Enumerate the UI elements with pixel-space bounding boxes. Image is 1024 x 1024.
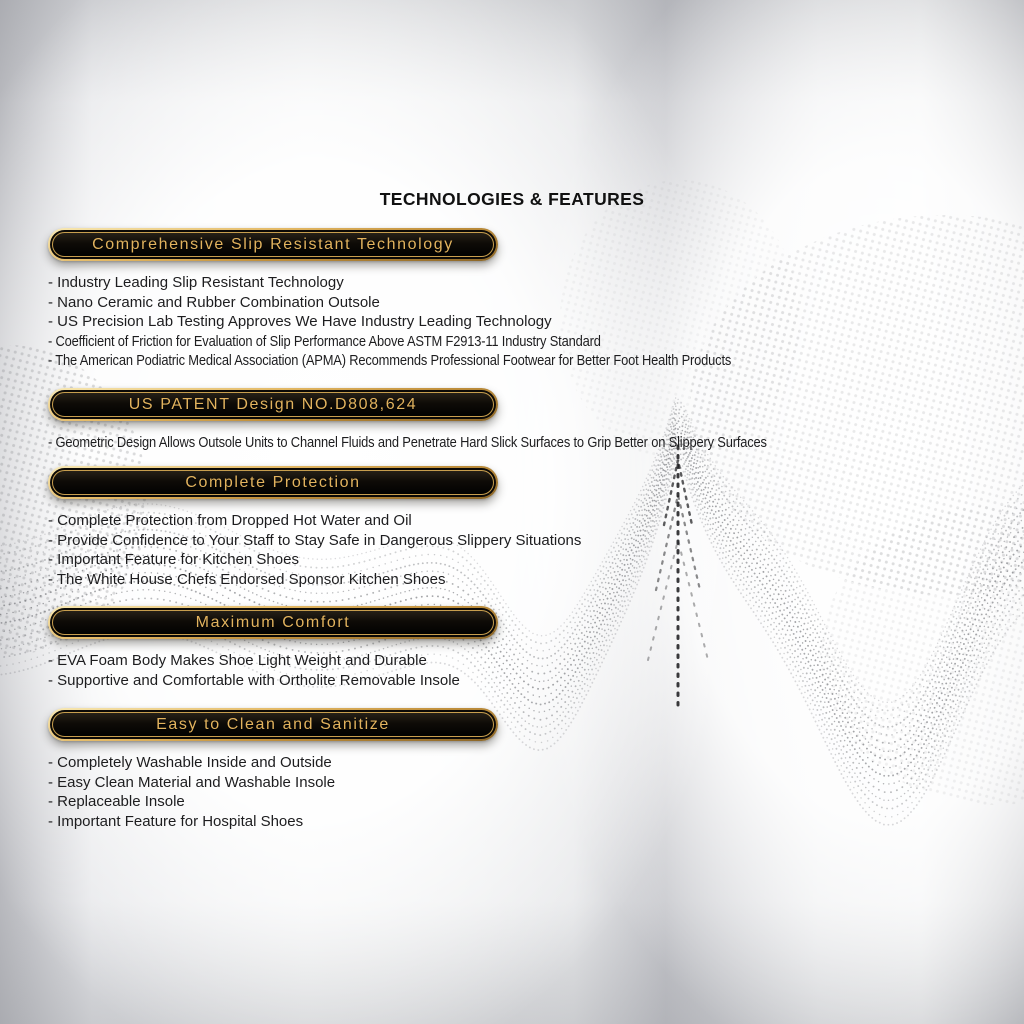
bullet-list (48, 651, 988, 690)
pill-ring (50, 608, 496, 637)
bullet-list (48, 433, 988, 453)
section-header-pill (48, 228, 498, 261)
pill-ring (50, 468, 496, 497)
section-header-label: Comprehensive Slip Resistant Technology (52, 232, 494, 257)
bullet-item: - Geometric Design Allows Outsole Units to Channel Fluids and Penetrate Hard Slick Surfaces to Grip Better on Slippery Surfaces (48, 434, 767, 451)
section-header-pill (48, 606, 498, 639)
page-title: TECHNOLOGIES & FEATURES (379, 189, 645, 209)
section-slip-resistant (48, 228, 988, 371)
section-header-pill (48, 388, 498, 421)
pill-ring (50, 230, 496, 259)
bullet-item: - The White House Chefs Endorsed Sponsor Kitchen Shoes (48, 570, 446, 588)
bullet-item: - US Precision Lab Testing Approves We Have Industry Leading Technology (48, 313, 552, 330)
section-complete-protection (48, 466, 988, 589)
section-us-patent (48, 388, 988, 453)
bullet-item: - Provide Confidence to Your Staff to Stay Safe in Dangerous Slippery Situations (48, 531, 582, 549)
pill-ring (50, 710, 496, 739)
bullet-item: - Completely Washable Inside and Outside (48, 754, 332, 771)
bullet-item: - EVA Foam Body Makes Shoe Light Weight and Durable (48, 652, 427, 669)
bullet-item: - Industry Leading Slip Resistant Technology (48, 274, 344, 291)
bullet-item: - Supportive and Comfortable with Ortholite Removable Insole (48, 671, 460, 689)
section-header-label: Maximum Comfort (52, 610, 494, 635)
section-header-label: Complete Protection (52, 470, 494, 495)
section-easy-to-clean (48, 708, 988, 831)
bullet-item: - Important Feature for Hospital Shoes (48, 812, 304, 830)
bullet-list (48, 273, 988, 371)
bullet-item: - Important Feature for Kitchen Shoes (48, 551, 299, 568)
bullet-item: - Easy Clean Material and Washable Insole (48, 773, 336, 791)
pill-ring (50, 390, 496, 419)
section-header-label: Easy to Clean and Sanitize (52, 712, 494, 737)
bullet-item: - Coefficient of Friction for Evaluation of Slip Performance Above ASTM F2913-11 Industry Standard (48, 332, 601, 350)
bullet-item: - Nano Ceramic and Rubber Combination Outsole (48, 293, 380, 311)
section-header-pill (48, 466, 498, 499)
section-header-pill (48, 708, 498, 741)
bullet-item: - The American Podiatric Medical Association (APMA) Recommends Professional Footwear for Better Foot Health Products (48, 352, 732, 369)
bullet-item: - Replaceable Insole (48, 793, 185, 810)
section-maximum-comfort (48, 606, 988, 690)
bullet-item: - Complete Protection from Dropped Hot Water and Oil (48, 512, 412, 529)
bullet-list (48, 511, 988, 589)
bullet-list (48, 753, 988, 831)
section-header-label: US PATENT Design NO.D808,624 (52, 392, 494, 417)
